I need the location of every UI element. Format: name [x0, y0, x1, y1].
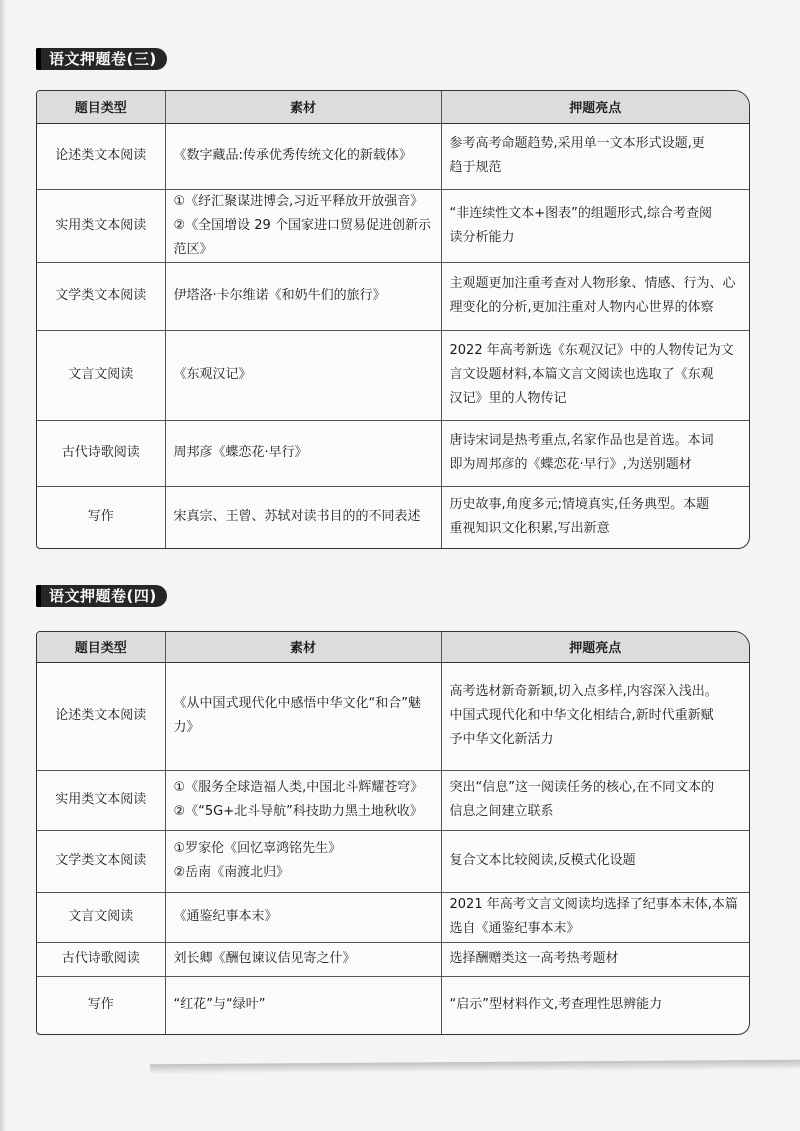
cell-material: [165, 892, 441, 942]
cell-question-type: 实用类文本阅读: [37, 770, 165, 830]
cell-line: 《从中国式现代化中感悟中华文化“和合”魅力》: [173, 696, 421, 735]
cell-line: 突出“信息”这一阅读任务的核心,在不同文本的: [449, 780, 715, 795]
cell-line: “红花”与“绿叶”: [173, 997, 266, 1013]
cell-line: 伊塔洛·卡尔维诺《和奶牛们的旅行》: [173, 288, 386, 303]
table-row: [37, 330, 749, 420]
cell-line: ①罗家伦《回忆辜鸿铭先生》: [173, 841, 342, 856]
cell-material: [165, 770, 441, 830]
table-header-row: [37, 91, 749, 123]
cell-question-type: 论述类文本阅读: [37, 123, 165, 189]
cell-question-type: 古代诗歌阅读: [37, 420, 165, 486]
cell-highlight: [441, 942, 749, 976]
cell-line: 《数字藏品:传承优秀传统文化的新载体》: [173, 148, 412, 163]
cell-material: [165, 662, 441, 770]
table-row: [37, 892, 749, 942]
header-type: 题目类型: [37, 91, 165, 123]
cell-line: 高考选材新奇新颖,切入点多样,内容深入浅出。: [449, 684, 718, 699]
header-type: 题目类型: [37, 632, 165, 662]
cell-line: 复合文本比较阅读,反模式化设题: [449, 853, 636, 868]
cell-question-type: 论述类文本阅读: [37, 662, 165, 770]
cell-highlight: [441, 892, 749, 942]
cell-line: ②《“5G+北斗导航”科技助力黑土地秋收》: [173, 804, 423, 819]
table-row: [37, 262, 749, 330]
cell-line: 周邦彦《蝶恋花·早行》: [173, 445, 308, 460]
cell-line: 《通鉴纪事本末》: [173, 909, 278, 924]
cell-question-type: 文言文阅读: [37, 892, 165, 942]
header-material: 素材: [165, 91, 441, 123]
cell-question-type: 实用类文本阅读: [37, 189, 165, 262]
table-row: [37, 189, 749, 262]
cell-question-type: 古代诗歌阅读: [37, 942, 165, 976]
table-row: [37, 123, 749, 189]
table-row: [37, 942, 749, 976]
cell-question-type: 写作: [37, 486, 165, 548]
cell-question-type: 写作: [37, 976, 165, 1034]
cell-line: 言文设题材料,本篇文言文阅读也选取了《东观: [449, 367, 714, 382]
exam-3-table: [36, 90, 750, 549]
cell-material: [165, 330, 441, 420]
cell-line: 理变化的分析,更加注重对人物内心世界的体察: [449, 300, 714, 315]
table-header-row: [37, 632, 749, 662]
exam-4-table: [36, 631, 750, 1035]
header-highlight: 押题亮点: [441, 91, 749, 123]
cell-line: ①《服务全球造福人类,中国北斗辉耀苍穹》: [173, 780, 424, 795]
table-row: [37, 420, 749, 486]
cell-line: 选择酬赠类这一高考热考题材: [449, 951, 619, 966]
cell-line: 即为周邦彦的《蝶恋花·早行》,为送别题材: [449, 457, 692, 472]
cell-line: 予中华文化新活力: [449, 732, 554, 747]
cell-line: 中国式现代化和中华文化相结合,新时代重新赋: [449, 708, 714, 723]
cell-line: 主观题更加注重考查对人物形象、情感、行为、心: [449, 276, 736, 291]
cell-line: “启示”型材料作文,考查理性思辨能力: [449, 997, 663, 1013]
header-highlight: 押题亮点: [441, 632, 749, 662]
cell-highlight: [441, 976, 749, 1034]
page-left-shadow: [0, 0, 6, 1131]
cell-line: 读分析能力: [449, 229, 515, 245]
table-row: [37, 976, 749, 1034]
cell-line: 宋真宗、王曾、苏轼对读书目的的不同表述: [173, 509, 421, 525]
section-title-badge: 语文押题卷(三): [36, 48, 167, 70]
cell-question-type: 文言文阅读: [37, 330, 165, 420]
cell-line: 2022 年高考新选《东观汉记》中的人物传记为文: [449, 343, 734, 358]
cell-material: [165, 189, 441, 262]
section-title-badge: 语文押题卷(四): [36, 585, 167, 607]
cell-material: [165, 123, 441, 189]
cell-line: 2021 年高考文言文阅读均选择了纪事本末体,本篇: [449, 897, 738, 912]
cell-line: 选自《通鉴纪事本末》: [449, 921, 580, 936]
table-row: [37, 830, 749, 892]
cell-line: 《东观汉记》: [173, 367, 252, 382]
cell-line: ②《全国增设 29 个国家进口贸易促进创新示范区》: [173, 217, 431, 257]
cell-material: [165, 942, 441, 976]
cell-highlight: [441, 662, 749, 770]
table-row: [37, 662, 749, 770]
page-bottom-shadow: [150, 1060, 800, 1075]
cell-highlight: [441, 486, 749, 548]
cell-highlight: [441, 420, 749, 486]
cell-question-type: 文学类文本阅读: [37, 262, 165, 330]
cell-highlight: [441, 262, 749, 330]
table-row: [37, 486, 749, 548]
cell-line: 汉记》里的人物传记: [449, 391, 567, 406]
cell-highlight: [441, 330, 749, 420]
cell-line: ①《纾汇聚谋进博会,习近平释放开放强音》: [173, 193, 424, 209]
cell-highlight: [441, 189, 749, 262]
cell-line: 参考高考命题趋势,采用单一文本形式设题,更: [449, 136, 705, 151]
cell-material: [165, 830, 441, 892]
cell-material: [165, 976, 441, 1034]
cell-question-type: 文学类文本阅读: [37, 830, 165, 892]
cell-line: 历史故事,角度多元;情境真实,任务典型。本题: [449, 497, 710, 513]
cell-highlight: [441, 830, 749, 892]
cell-material: [165, 420, 441, 486]
cell-material: [165, 262, 441, 330]
cell-line: ②岳南《南渡北归》: [173, 865, 290, 880]
cell-line: 唐诗宋词是热考重点,名家作品也是首选。本词: [449, 433, 714, 448]
cell-line: 信息之间建立联系: [449, 804, 554, 819]
cell-highlight: [441, 770, 749, 830]
cell-line: 趋于规范: [449, 160, 502, 175]
cell-highlight: [441, 123, 749, 189]
table-row: [37, 770, 749, 830]
cell-line: 刘长卿《酬包谏议佶见寄之什》: [173, 951, 356, 966]
cell-material: [165, 486, 441, 548]
cell-line: 重视知识文化积累,写出新意: [449, 521, 610, 537]
header-material: 素材: [165, 632, 441, 662]
cell-line: “非连续性文本+图表”的组题形式,综合考查阅: [449, 205, 712, 221]
